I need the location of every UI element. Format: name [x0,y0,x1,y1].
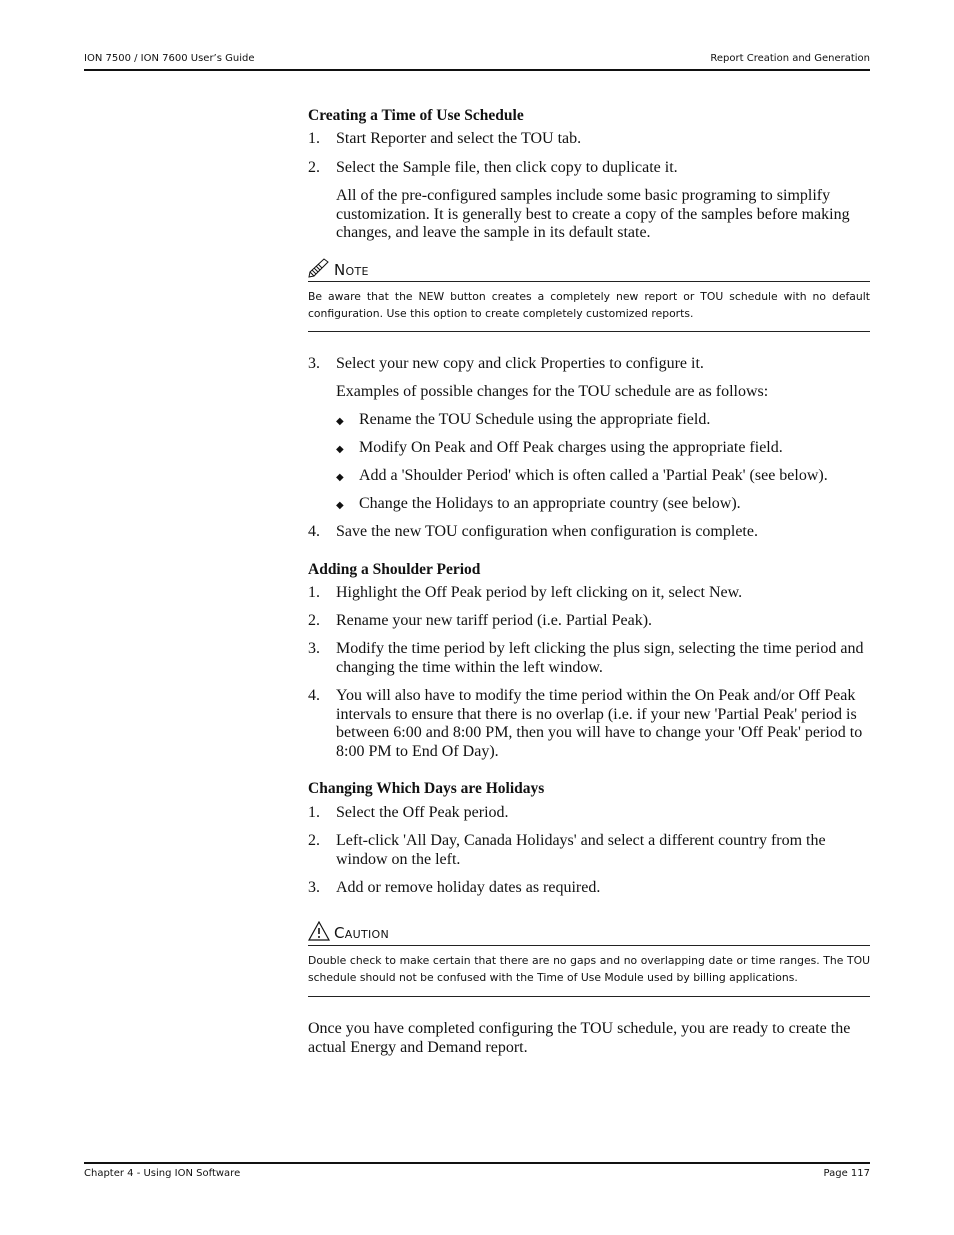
step-number: 3. [308,355,320,372]
bullet-diamond-icon: ◆ [336,444,344,455]
bullet-diamond-icon: ◆ [336,500,344,511]
closing-paragraph: Once you have completed configuring the TOU schedule, you are ready to create the actual Energy and Demand report. [308,1020,851,1056]
step-text: Select the Sample file, then click copy to duplicate it. [336,159,678,176]
bullet-text: Modify On Peak and Off Peak charges using the appropriate field. [359,439,783,456]
caution-bottom-rule [308,996,870,997]
footer-rule [84,1162,870,1164]
page-header [84,52,870,70]
note-heading [308,258,369,282]
footer-chapter: Chapter 4 - Using ION Software [84,1168,241,1179]
caution-text: Double check to make certain that there are no gaps and no overlapping date or time ranges. The TOU schedule should not be confused with the Time of Use Module used by billing applications. [308,954,870,984]
step-number: 4. [308,523,320,540]
step-text: Select your new copy and click Properties to configure it. [336,355,704,372]
bullet-text: Add a 'Shoulder Period' which is often called a 'Partial Peak' (see below). [359,467,828,484]
step-number: 3. [308,879,320,896]
note-label: Note [334,261,369,279]
caution-label: Caution [334,924,389,942]
step-text: Highlight the Off Peak period by left clicking on it, select New. [336,584,743,601]
header-doc-title: ION 7500 / ION 7600 User’s Guide [84,53,255,64]
bullet-diamond-icon: ◆ [336,416,344,427]
step-text: Add or remove holiday dates as required. [336,879,601,896]
step-text: Rename your new tariff period (i.e. Partial Peak). [336,612,653,629]
step-number: 3. [308,640,320,657]
note-bottom-rule [308,331,870,332]
step-number: 1. [308,584,320,601]
header-section-title: Report Creation and Generation [710,53,870,64]
step-number: 1. [308,130,320,147]
bullet-text: Change the Holidays to an appropriate country (see below). [359,495,741,512]
bullet-text: Rename the TOU Schedule using the appropriate field. [359,411,711,428]
note-top-rule [308,281,870,282]
step-text: Modify the time period by left clicking the plus sign, selecting the time period and changing the time within the left window. [336,640,864,676]
section-heading-creating-tou: Creating a Time of Use Schedule [308,107,524,124]
step-text: Start Reporter and select the TOU tab. [336,130,582,147]
caution-top-rule [308,945,870,946]
step-text: Select the Off Peak period. [336,804,509,821]
footer-page-number: Page 117 [823,1168,870,1179]
step-text: Left-click 'All Day, Canada Holidays' and select a different country from the window on the left. [336,832,826,868]
paragraph-preconfigured-samples: All of the pre-configured samples include some basic programing to simplify customization. It is generally best to create a copy of the samples before making changes, and leave the sample in its default state. [336,187,850,242]
section-heading-holidays: Changing Which Days are Holidays [308,780,545,797]
step-number: 1. [308,804,320,821]
section-heading-shoulder-period: Adding a Shoulder Period [308,561,481,578]
step-text: Save the new TOU configuration when configuration is complete. [336,523,758,540]
step-number: 2. [308,612,320,629]
paragraph-examples-intro: Examples of possible changes for the TOU schedule are as follows: [336,383,769,400]
step-number: 2. [308,832,320,849]
header-rule [84,69,870,71]
step-number: 2. [308,159,320,176]
caution-heading [308,921,389,945]
bullet-diamond-icon: ◆ [336,472,344,483]
note-pencil-icon [308,258,330,282]
step-text: You will also have to modify the time period within the On Peak and/or Off Peak intervals to ensure that there is no overlap (i.e. if your new 'Partial Peak' period is between 6:00 and 8:00 PM, then you will have to change your 'Off Peak' period to 8:00 PM to End Of Day). [336,687,863,760]
note-text: Be aware that the NEW button creates a completely new report or TOU schedule with no default configuration. Use this option to create completely customized reports. [308,290,870,320]
step-number: 4. [308,687,320,704]
warning-triangle-icon [308,921,330,945]
